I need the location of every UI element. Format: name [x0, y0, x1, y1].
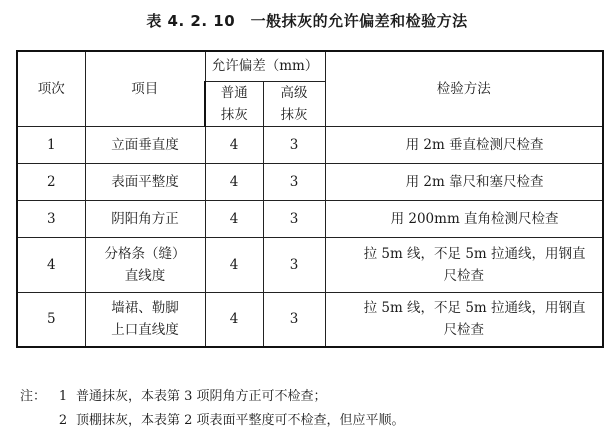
note-text: 普通抹灰，本表第 3 项阴角方正可不检查； [76, 389, 327, 404]
header-normal-plaster [205, 81, 263, 126]
row-item [85, 237, 205, 292]
row-method-text: 用 2m 垂直检测尺检查 [405, 136, 544, 153]
row-high: 3 [263, 237, 325, 292]
note-item [20, 385, 405, 409]
row-method-line1: 拉 5m 线，不足 5m 拉通线，用钢直 [363, 300, 586, 317]
header-method: 检验方法 [325, 51, 603, 126]
row-high: 3 [263, 163, 325, 200]
header-high-plaster [263, 81, 325, 126]
row-item-line2: 上口直线度 [111, 322, 179, 339]
row-normal: 4 [205, 163, 263, 200]
table-row [17, 292, 603, 347]
row-item: 阴阳角方正 [85, 200, 205, 237]
header-item-no: 项次 [17, 51, 85, 126]
row-method [325, 126, 603, 163]
row-method-line2: 尺检查 [443, 322, 485, 339]
table-notes [20, 385, 405, 433]
note-number: 1 [58, 389, 68, 404]
row-no: 4 [17, 237, 85, 292]
row-normal: 4 [205, 126, 263, 163]
header-tolerance: 允许偏差（mm） [205, 51, 325, 81]
row-method [325, 237, 603, 292]
note-text: 顶棚抹灰，本表第 2 项表面平整度可不检查，但应平顺。 [76, 413, 405, 428]
note-number: 2 [58, 413, 68, 428]
table-row [17, 126, 603, 163]
note-prefix: 注： [20, 389, 47, 404]
row-item: 表面平整度 [85, 163, 205, 200]
row-item [85, 292, 205, 347]
row-item-line2: 直线度 [124, 267, 166, 284]
row-high: 3 [263, 200, 325, 237]
row-no: 5 [17, 292, 85, 347]
table-row [17, 237, 603, 292]
table-title: 表 4. 2. 10 一般抹灰的允许偏差和检验方法 [146, 12, 468, 30]
row-no: 3 [17, 200, 85, 237]
row-item: 立面垂直度 [85, 126, 205, 163]
row-normal: 4 [205, 200, 263, 237]
row-no: 2 [17, 163, 85, 200]
header-high-line1: 高级 [280, 84, 308, 101]
row-no: 1 [17, 126, 85, 163]
table-row [17, 200, 603, 237]
row-normal: 4 [205, 292, 263, 347]
row-method [325, 292, 603, 347]
header-normal-line2: 抹灰 [220, 106, 248, 123]
row-high: 3 [263, 126, 325, 163]
row-method [325, 163, 603, 200]
row-method-text: 用 2m 靠尺和塞尺检查 [405, 173, 544, 190]
header-normal-line1: 普通 [220, 84, 248, 101]
row-item-line1: 墙裙、勒脚 [111, 300, 179, 317]
row-method-line2: 尺检查 [443, 267, 485, 284]
row-high: 3 [263, 292, 325, 347]
table-row [17, 163, 603, 200]
tolerance-table [16, 50, 604, 348]
row-item-line1: 分格条（缝） [104, 245, 186, 262]
row-method-text: 用 200mm 直角检测尺检查 [390, 210, 559, 227]
row-normal: 4 [205, 237, 263, 292]
header-high-line2: 抹灰 [280, 106, 308, 123]
row-method [325, 200, 603, 237]
note-item [20, 409, 405, 433]
header-item: 项目 [85, 51, 205, 126]
row-method-line1: 拉 5m 线，不足 5m 拉通线，用钢直 [363, 245, 586, 262]
